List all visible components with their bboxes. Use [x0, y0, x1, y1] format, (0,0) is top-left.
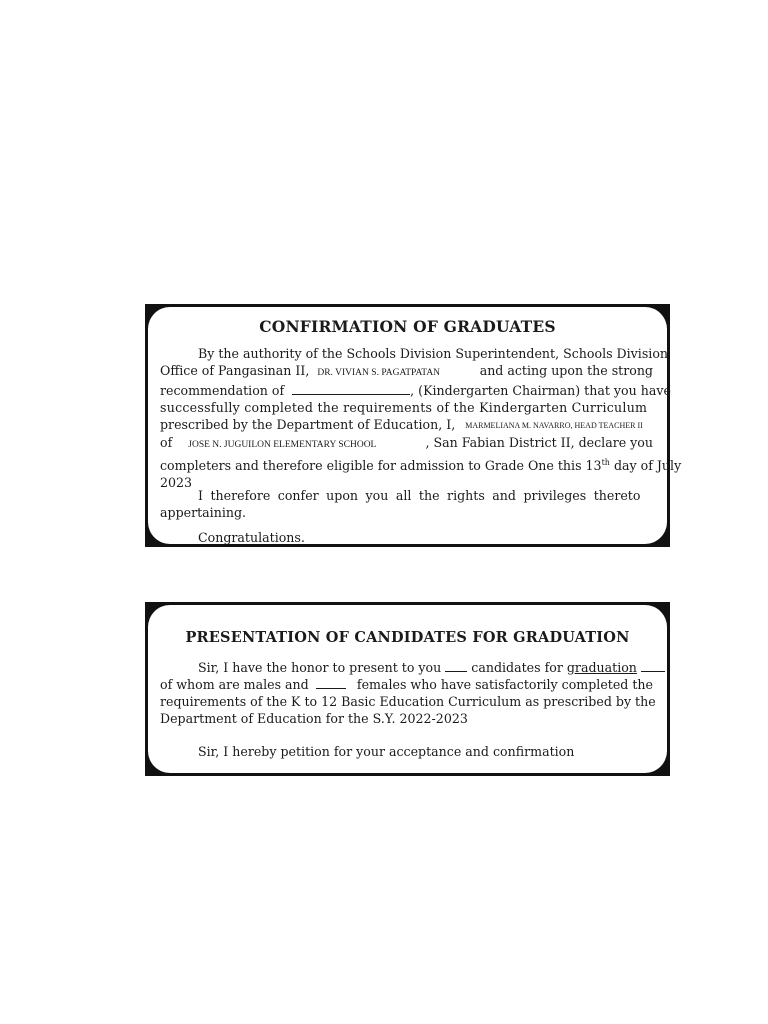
conf-line-4-text: successfully completed the requirements of the Kindergarten Curriculum: [160, 400, 648, 415]
conf-line-2-text: Office of Pangasinan II,: [160, 363, 310, 378]
candidates-count-blank: [445, 660, 467, 672]
pres-line-2-text: of whom are males and: [160, 677, 309, 692]
petition-text: Sir, I hereby petition for your acceptance and confirmation: [198, 744, 575, 759]
conf-line-8: 2023: [160, 475, 193, 491]
congratulations-text: Congratulations.: [198, 530, 305, 545]
graduation-blank: [641, 660, 665, 672]
presentation-card: [145, 602, 670, 776]
superintendent-name: DR. VIVIAN S. PAGATPATAN: [317, 368, 441, 378]
pres-line-1-mid: candidates for: [471, 660, 563, 675]
head-teacher-name: MARMELIANA M. NAVARRO, HEAD TEACHER II: [465, 421, 643, 430]
confirmation-card: [145, 304, 682, 547]
conf-para2-line-1: [160, 487, 653, 504]
presentation-paragraph: [160, 659, 656, 727]
conf-line-3: [160, 382, 671, 399]
conf-line-3-text: recommendation of: [160, 383, 285, 398]
presentation-title: PRESENTATION OF CANDIDATES FOR GRADUATION: [185, 629, 630, 646]
confirmation-title: CONFIRMATION OF GRADUATES: [259, 317, 556, 336]
pres-line-2-end: females who have satisfactorily completed the: [356, 677, 653, 692]
conf-line-2-end: and acting upon the strong: [479, 363, 653, 378]
pres-line-3: requirements of the K to 12 Basic Education Curriculum as prescribed by the: [160, 694, 656, 709]
conf-line-6-text: of: [160, 435, 173, 450]
conf-para2-line-2: appertaining.: [160, 505, 247, 520]
conf-line-7-end: day of July: [613, 458, 682, 474]
conf-line-6-end: , San Fabian District II, declare you: [425, 435, 653, 450]
conf-line-7-text: completers and therefore eligible for admission to Grade One this 13: [160, 458, 602, 474]
conf-line-7-sup: th: [601, 458, 610, 467]
males-count-blank: [316, 677, 346, 689]
conf-line-4: [160, 399, 653, 416]
pres-line-2: [160, 676, 653, 693]
presentation-card-inner: [148, 605, 667, 773]
pres-line-1-text: Sir, I have the honor to present to you: [198, 660, 442, 675]
conf-line-3-end: , (Kindergarten Chairman) that you have: [410, 383, 671, 398]
conf-para2-line-1-text: I therefore confer upon you all the rights and privileges thereto: [198, 488, 641, 503]
conf-line-1: By the authority of the Schools Division Superintendent, Schools Division: [198, 346, 669, 361]
pres-line-4: Department of Education for the S.Y. 2022-2023: [160, 711, 468, 726]
conf-line-2: [160, 362, 653, 382]
conf-line-7: [160, 454, 682, 474]
confirmation-card-inner: [148, 307, 682, 545]
pres-line-1-graduation: graduation: [566, 660, 637, 675]
conf-line-5: [160, 416, 653, 434]
chairman-blank: [292, 383, 410, 395]
conf-line-5-text: prescribed by the Department of Education, I,: [160, 417, 456, 432]
confirmation-paragraph: [160, 345, 682, 491]
conf-line-6: [160, 434, 653, 454]
school-name: JOSE N. JUGUILON ELEMENTARY SCHOOL: [188, 440, 377, 450]
pres-line-1: [160, 659, 653, 676]
confer-paragraph: [160, 487, 653, 521]
